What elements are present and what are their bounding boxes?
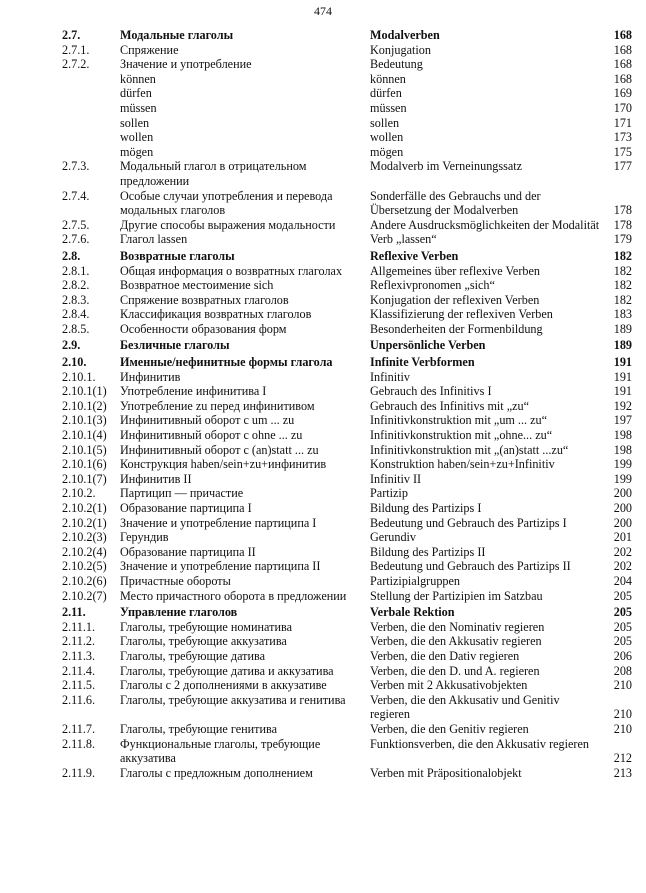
section-number: 2.8.4. <box>62 307 90 322</box>
german-title: Andere Ausdrucksmöglichkeiten der Modalität <box>370 217 600 232</box>
german-title: Verben, die den Nominativ regieren <box>370 619 545 634</box>
toc-row <box>62 516 632 531</box>
section-number <box>62 116 120 131</box>
section-number: 2.7.2. <box>62 57 90 72</box>
section-number: 2.10.1(6) <box>62 457 107 472</box>
german-title: Bedeutung und Gebrauch des Partizips I <box>370 515 567 530</box>
section-number: 2.7.3. <box>62 159 90 174</box>
german-title: Gebrauch des Infinitivs I <box>370 384 492 399</box>
toc-section-row <box>62 28 632 43</box>
section-number: 2.7.5. <box>62 217 90 232</box>
section-number: 2.10.1(1) <box>62 384 107 399</box>
german-title: Stellung der Partizipien im Satzbau <box>370 588 543 603</box>
section-number: 2.10.1(7) <box>62 471 107 486</box>
russian-title: Употребление инфинитива I <box>120 384 267 399</box>
toc-row <box>62 472 632 487</box>
russian-title: Другие способы выражения модальности <box>120 217 336 232</box>
section-number: 2.9. <box>62 338 81 353</box>
section-number: 2.11.6. <box>62 692 96 707</box>
russian-title: Функциональные глаголы, требующие аккузатива <box>120 736 321 766</box>
page-ref: 201 <box>613 530 632 545</box>
section-number: 2.7.1. <box>62 42 90 57</box>
russian-title: wollen <box>120 130 154 145</box>
page-ref: 170 <box>613 100 632 115</box>
toc-row <box>62 86 632 101</box>
german-title: Verbale Rektion <box>370 605 455 620</box>
page-ref: 210 <box>613 707 632 722</box>
german-title: Infinitivkonstruktion mit „(an)statt ...zu“ <box>370 442 569 457</box>
german-title: Konstruktion haben/sein+zu+Infinitiv <box>370 457 555 472</box>
page-ref: 197 <box>613 413 632 428</box>
section-number: 2.7.6. <box>62 232 90 247</box>
russian-title: Значение и употребление <box>120 57 252 72</box>
page-ref: 210 <box>613 678 632 693</box>
table-of-contents <box>62 26 632 780</box>
section-number: 2.11.5. <box>62 678 96 693</box>
toc-row <box>62 664 632 679</box>
russian-title: dürfen <box>120 86 152 101</box>
german-title: Konjugation <box>370 42 431 57</box>
page-ref: 200 <box>613 501 632 515</box>
section-number: 2.10.2(1) <box>62 515 107 530</box>
russian-title: Общая информация о возвратных глаголах <box>120 263 343 278</box>
german-title: Verben, die den Akkusativ und Genitiv regieren <box>370 692 560 722</box>
russian-title: Употребление zu перед инфинитивом <box>120 398 315 413</box>
toc-row <box>62 574 632 589</box>
german-title: Infinitivkonstruktion mit „um ... zu“ <box>370 413 548 428</box>
russian-title: Глаголы с 2 дополнениями в аккузативе <box>120 678 327 693</box>
german-title: Bildung des Partizips II <box>370 544 486 559</box>
section-number: 2.10.2(5) <box>62 559 107 574</box>
toc-row <box>62 737 632 766</box>
page-ref: 205 <box>613 619 632 634</box>
section-number: 2.11.1. <box>62 619 96 634</box>
section-number: 2.10.1(5) <box>62 442 107 457</box>
toc-row <box>62 116 632 131</box>
toc-row <box>62 278 632 293</box>
section-number: 2.10.1. <box>62 369 96 384</box>
russian-title: Партицип — причастие <box>120 486 244 501</box>
german-title: Gerundiv <box>370 530 417 545</box>
page-ref: 200 <box>613 515 632 530</box>
german-title: Verben, die den Dativ regieren <box>370 648 520 663</box>
page-ref: 173 <box>613 130 632 145</box>
toc-row <box>62 232 632 247</box>
toc-row <box>62 101 632 116</box>
page-ref: 205 <box>613 605 632 620</box>
german-title: wollen <box>370 130 404 145</box>
page-ref: 175 <box>613 144 632 159</box>
russian-title: können <box>120 71 156 86</box>
german-title: Infinitivkonstruktion mit „ohne... zu“ <box>370 428 553 443</box>
page-ref: 210 <box>613 721 632 736</box>
page-ref: 200 <box>613 486 632 501</box>
section-number: 2.11.3. <box>62 648 96 663</box>
russian-title: Образование партиципа II <box>120 544 256 559</box>
page-ref: 213 <box>613 765 632 780</box>
russian-title: Спряжение возвратных глаголов <box>120 292 289 307</box>
toc-row <box>62 634 632 649</box>
section-number: 2.10.2(1) <box>62 501 107 515</box>
russian-title: Классификация возвратных глаголов <box>120 307 312 322</box>
russian-title: Глаголы, требующие генитива <box>120 721 278 736</box>
toc-row <box>62 649 632 664</box>
page-ref: 182 <box>613 248 632 263</box>
russian-title: Инфинитив II <box>120 471 192 486</box>
russian-title: Особые случаи употребления и перевода модальных глаголов <box>120 188 333 218</box>
german-title: Unpersönliche Verben <box>370 338 486 353</box>
russian-title: Образование партиципа I <box>120 501 252 515</box>
page-ref: 205 <box>613 634 632 649</box>
section-number: 2.11. <box>62 605 86 620</box>
section-number <box>62 101 120 116</box>
toc-row <box>62 766 632 781</box>
toc-row <box>62 399 632 414</box>
page-ref: 178 <box>613 203 632 218</box>
page-ref: 168 <box>613 42 632 57</box>
page-ref: 189 <box>613 338 632 353</box>
page-ref: 198 <box>613 442 632 457</box>
russian-title: sollen <box>120 115 150 130</box>
german-title: sollen <box>370 115 400 130</box>
page-ref: 169 <box>613 86 632 101</box>
russian-title: Глаголы, требующие аккузатива и генитива <box>120 692 346 707</box>
section-number: 2.10.2(3) <box>62 530 107 545</box>
section-number: 2.11.8. <box>62 736 96 751</box>
section-number: 2.11.7. <box>62 721 96 736</box>
russian-title: Особенности образования форм <box>120 321 287 336</box>
german-title: Partizipialgruppen <box>370 573 461 588</box>
russian-title: Инфинитивный оборот с (an)statt ... zu <box>120 442 319 457</box>
german-title: Reflexivpronomen „sich“ <box>370 278 495 293</box>
german-title: mögen <box>370 144 404 159</box>
page-number: 474 <box>314 4 332 18</box>
russian-title: Инфинитив <box>120 369 181 384</box>
section-number <box>62 145 120 160</box>
german-title: können <box>370 71 406 86</box>
russian-title: Место причастного оборота в предложении <box>120 588 347 603</box>
german-title: Infinitiv <box>370 369 410 384</box>
toc-row <box>62 589 632 604</box>
section-number <box>62 72 120 87</box>
page-ref: 212 <box>613 751 632 766</box>
toc-row <box>62 559 632 574</box>
page-ref: 177 <box>613 159 632 174</box>
russian-title: Модальные глаголы <box>120 28 234 42</box>
section-number: 2.8.2. <box>62 278 90 293</box>
toc-row <box>62 189 632 218</box>
page-ref: 205 <box>613 588 632 603</box>
page-ref: 189 <box>613 321 632 336</box>
toc-row <box>62 72 632 87</box>
russian-title: Спряжение <box>120 42 179 57</box>
russian-title: Безличные глаголы <box>120 338 230 353</box>
russian-title: Причастные обороты <box>120 573 231 588</box>
german-title: Verben mit Präpositionalobjekt <box>370 765 522 780</box>
toc-row <box>62 501 632 516</box>
toc-row <box>62 413 632 428</box>
german-title: Besonderheiten der Formenbildung <box>370 321 543 336</box>
german-title: Verben, die den Akkusativ regieren <box>370 634 542 649</box>
german-title: Bedeutung und Gebrauch des Partizips II <box>370 559 571 574</box>
section-number: 2.8. <box>62 248 81 263</box>
page-ref: 202 <box>613 559 632 574</box>
section-number: 2.10.2. <box>62 486 96 501</box>
section-number <box>62 86 120 101</box>
russian-title: Глаголы, требующие датива и аккузатива <box>120 663 334 678</box>
page-ref: 204 <box>613 573 632 588</box>
russian-title: Значение и употребление партиципа I <box>120 515 317 530</box>
german-title: Partizip <box>370 486 408 501</box>
russian-title: Модальный глагол в отрицательном предложении <box>120 159 307 188</box>
toc-row <box>62 693 632 722</box>
section-number: 2.7.4. <box>62 188 90 203</box>
toc-section-row <box>62 355 632 370</box>
toc-row <box>62 57 632 72</box>
section-number: 2.10. <box>62 355 87 370</box>
russian-title: Управление глаголов <box>120 605 238 620</box>
toc-row <box>62 457 632 472</box>
russian-title: Глаголы, требующие аккузатива <box>120 634 287 649</box>
toc-row <box>62 428 632 443</box>
german-title: Bedeutung <box>370 57 423 72</box>
german-title: Infinite Verbformen <box>370 355 475 370</box>
page-ref: 199 <box>613 457 632 472</box>
page-ref: 183 <box>613 307 632 322</box>
section-number <box>62 130 120 145</box>
section-number: 2.11.4. <box>62 663 96 678</box>
toc-row <box>62 370 632 385</box>
section-number: 2.7. <box>62 28 81 42</box>
russian-title: mögen <box>120 144 154 159</box>
section-number: 2.8.1. <box>62 263 90 278</box>
german-title: Verben mit 2 Akkusativobjekten <box>370 678 528 693</box>
russian-title: Глагол lassen <box>120 232 188 247</box>
russian-title: Возвратные глаголы <box>120 248 235 263</box>
russian-title: Глаголы, требующие датива <box>120 648 266 663</box>
toc-row <box>62 545 632 560</box>
section-number: 2.8.3. <box>62 292 90 307</box>
section-number: 2.10.1(4) <box>62 428 107 443</box>
page-ref: 168 <box>613 57 632 72</box>
german-title: Bildung des Partizips I <box>370 501 482 515</box>
page-ref: 206 <box>613 648 632 663</box>
toc-row <box>62 486 632 501</box>
german-title: Reflexive Verben <box>370 248 459 263</box>
german-title: Allgemeines über reflexive Verben <box>370 263 540 278</box>
section-number: 2.11.9. <box>62 765 96 780</box>
russian-title: Инфинитивный оборот с ohne ... zu <box>120 428 303 443</box>
german-title: Sonderfälle des Gebrauchs und der Übersetzung der Modalverben <box>370 188 541 218</box>
toc-row <box>62 218 632 233</box>
german-title: Infinitiv II <box>370 471 422 486</box>
section-number: 2.10.2(4) <box>62 544 107 559</box>
page-ref: 208 <box>613 663 632 678</box>
page-ref: 192 <box>613 398 632 413</box>
toc-section-row <box>62 338 632 353</box>
section-number: 2.8.5. <box>62 321 90 336</box>
russian-title: Возвратное местоимение sich <box>120 278 274 293</box>
toc-row <box>62 443 632 458</box>
section-number: 2.11.2. <box>62 634 96 649</box>
section-number: 2.10.1(3) <box>62 413 107 428</box>
german-title: Konjugation der reflexiven Verben <box>370 292 540 307</box>
page-ref: 198 <box>613 428 632 443</box>
russian-title: müssen <box>120 100 157 115</box>
toc-row <box>62 159 632 188</box>
german-title: Modalverben <box>370 28 440 42</box>
russian-title: Герундив <box>120 530 169 545</box>
section-number: 2.10.2(7) <box>62 588 107 603</box>
toc-row <box>62 130 632 145</box>
page-ref: 178 <box>613 217 632 232</box>
russian-title: Глаголы, требующие номинатива <box>120 619 292 634</box>
toc-row <box>62 722 632 737</box>
russian-title: Глаголы с предложным дополнением <box>120 765 313 780</box>
toc-row <box>62 620 632 635</box>
page-ref: 191 <box>613 355 632 370</box>
page-ref: 191 <box>613 369 632 384</box>
german-title: Gebrauch des Infinitivs mit „zu“ <box>370 398 530 413</box>
toc-section-row <box>62 605 632 620</box>
section-number: 2.10.1(2) <box>62 398 107 413</box>
russian-title: Конструкция haben/sein+zu+инфинитив <box>120 457 327 472</box>
page-ref: 182 <box>613 278 632 293</box>
page-ref: 191 <box>613 384 632 399</box>
german-title: Verben, die den Genitiv regieren <box>370 721 529 736</box>
toc-row <box>62 678 632 693</box>
page-ref: 168 <box>613 28 632 42</box>
toc-row <box>62 145 632 160</box>
page-ref: 182 <box>613 263 632 278</box>
section-number: 2.10.2(6) <box>62 573 107 588</box>
page-ref: 171 <box>613 115 632 130</box>
toc-row <box>62 293 632 308</box>
page-ref: 199 <box>613 471 632 486</box>
toc-row <box>62 530 632 545</box>
german-title: Klassifizierung der reflexiven Verben <box>370 307 553 322</box>
german-title: müssen <box>370 100 407 115</box>
toc-row <box>62 264 632 279</box>
german-title: Verben, die den D. und A. regieren <box>370 663 540 678</box>
page-ref: 202 <box>613 544 632 559</box>
page-ref: 182 <box>613 292 632 307</box>
page-ref: 179 <box>613 232 632 247</box>
russian-title: Значение и употребление партиципа II <box>120 559 321 574</box>
russian-title: Именные/нефинитные формы глагола <box>120 355 333 370</box>
german-title: dürfen <box>370 86 402 101</box>
toc-row <box>62 384 632 399</box>
russian-title: Инфинитивный оборот с um ... zu <box>120 413 295 428</box>
toc-row <box>62 43 632 58</box>
toc-section-row <box>62 249 632 264</box>
page-ref: 168 <box>613 71 632 86</box>
german-title: Funktionsverben, die den Akkusativ regieren <box>370 736 589 751</box>
toc-row <box>62 307 632 322</box>
toc-row <box>62 322 632 337</box>
german-title: Verb „lassen“ <box>370 232 437 247</box>
german-title: Modalverb im Verneinungssatz <box>370 159 523 174</box>
